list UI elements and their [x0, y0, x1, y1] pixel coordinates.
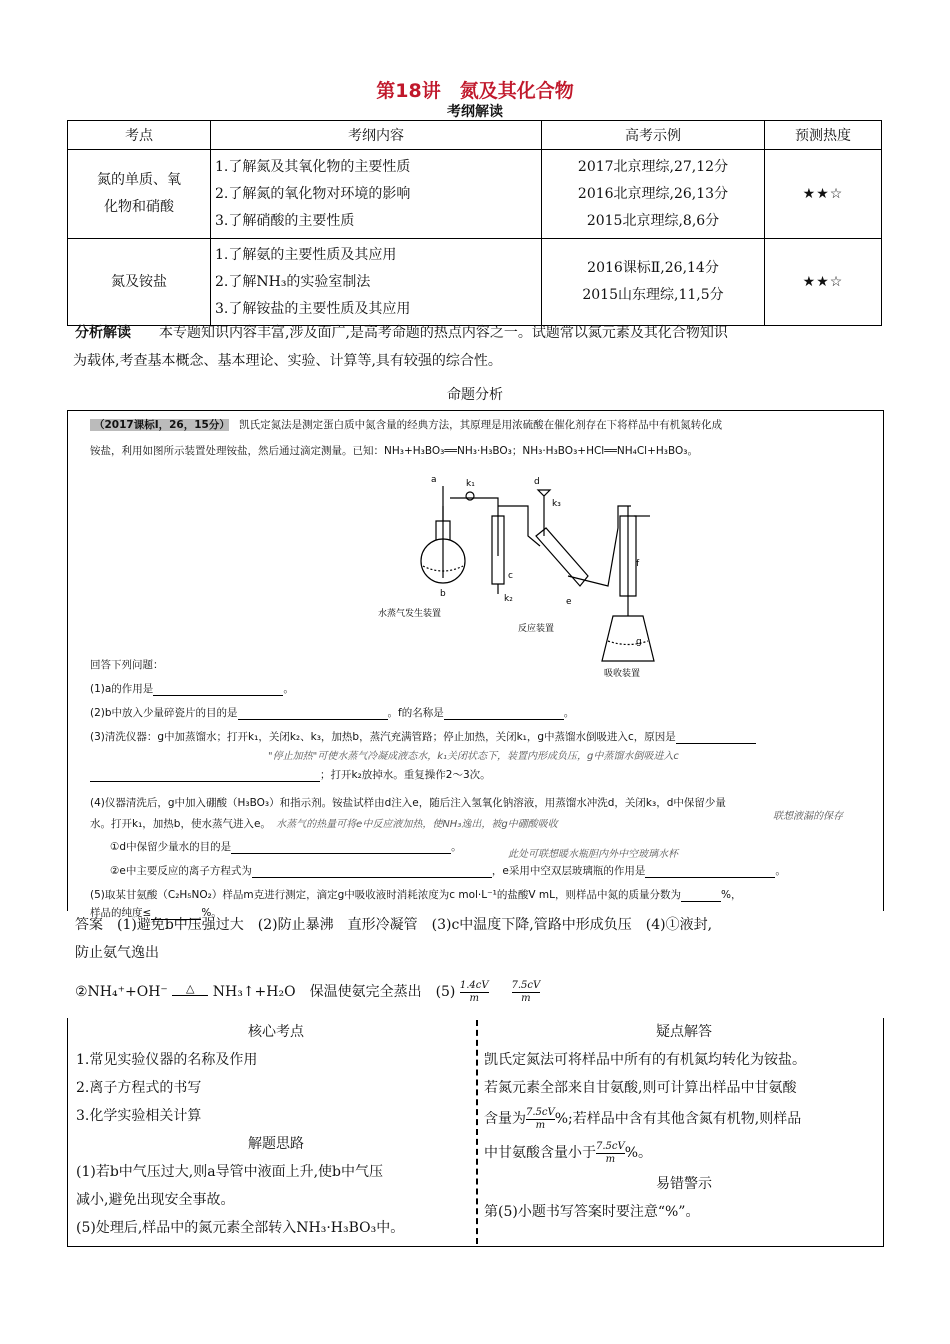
exam-example: 2017北京理综,27,12分	[577, 158, 729, 175]
col-header: 考纲内容	[211, 121, 542, 150]
fraction-num: 7.5cV	[511, 979, 541, 991]
label-k2: k₂	[504, 594, 513, 604]
syllabus-table	[67, 120, 882, 326]
summary-box	[67, 1018, 884, 1247]
left-column	[76, 1018, 476, 1242]
content-item: 2.了解氮的氧化物对环境的影响	[215, 185, 411, 202]
answer-blank	[231, 853, 451, 854]
label-a: a	[431, 475, 437, 485]
core-points-heading: 核心考点	[248, 1024, 304, 1040]
q2-text: 。f的名称是	[387, 707, 444, 719]
apparatus-diagram	[298, 466, 658, 679]
doubt-text: 若氮元素全部来自甘氨酸,则可计算出样品中甘氨酸	[484, 1080, 797, 1096]
heat-stars: ★★☆	[765, 239, 882, 326]
heat-arrow-icon: △	[172, 983, 208, 996]
fraction-den: m	[469, 992, 479, 1004]
answer-block	[75, 911, 875, 967]
label-b: b	[440, 589, 446, 599]
q3-text: (3)清洗仪器：g中加蒸馏水；打开k₁，关闭k₂、k₃，加热b，蒸汽充满管路；停止加热，关闭k₁，g中蒸馏水倒吸进入c，原因是	[90, 731, 676, 743]
percent-mark: %。	[201, 907, 222, 919]
topic-text: 化物和硝酸	[104, 199, 174, 215]
solution-text: (5)处理后,样品中的氮元素全部转入NH₃·H₃BO₃中。	[76, 1220, 405, 1236]
answer-blank	[90, 781, 320, 782]
fraction-num: 1.4cV	[459, 979, 489, 991]
core-point: 1.常见实验仪器的名称及作用	[76, 1052, 258, 1068]
warning-heading: 易错警示	[656, 1176, 712, 1192]
label-k1: k₁	[466, 479, 475, 489]
answer-line: 答案 (1)避免b中压强过大 (2)防止暴沸 直形冷凝管 (3)c中温度下降,管路中形成负压 (4)①液封,	[75, 917, 713, 933]
label-d: d	[534, 477, 540, 487]
label-e: e	[566, 597, 572, 607]
topic-text: 氮的单质、氧	[97, 172, 181, 188]
solution-text: 减小,避免出现安全事故。	[76, 1192, 235, 1208]
q4-text: 水。打开k₁，加热b，使水蒸气进入e。	[90, 818, 266, 830]
heat-stars: ★★☆	[765, 150, 882, 239]
exam-example: 2016北京理综,26,13分	[577, 185, 729, 202]
analysis-text: 为载体,考查基本概念、基本理论、实验、计算等,具有较强的综合性。	[73, 353, 502, 369]
core-point: 3.化学实验相关计算	[76, 1108, 202, 1124]
handwritten-note: 水蒸气的热量可将e中反应液加热，使NH₃逸出，被g中硼酸吸收	[276, 819, 558, 830]
col-header: 考点	[68, 121, 211, 150]
doubt-text: 凯氏定氮法可将样品中所有的有机氮均转化为铵盐。	[484, 1052, 806, 1068]
content-item: 1.了解氮及其氧化物的主要性质	[215, 158, 411, 175]
label-g: g	[636, 637, 642, 647]
question-intro: 铵盐，利用如图所示装置处理铵盐，然后通过滴定测量。已知：NH₃+H₃BO₃══NH₃·H₃BO₃；NH₃·H₃BO₃+HCl══NH₄Cl+H₃BO₃。	[90, 445, 698, 457]
handwritten-note: "停止加热"可使水蒸气冷凝成液态水，k₁关闭状态下，装置内形成负压，g中蒸馏水倒吸进入c	[268, 751, 679, 762]
equation-right: NH₃↑+H₂O 保温使氨完全蒸出 (5)	[212, 984, 456, 1000]
page-title: 第18讲 氮及其化合物	[376, 80, 574, 102]
q4-sub: ①d中保留少量水的目的是	[110, 841, 232, 853]
fraction-den: m	[535, 1119, 546, 1131]
doubt-text: %;若样品中含有其他含氮有机物,则样品	[554, 1111, 802, 1127]
label-k3: k₃	[552, 499, 561, 509]
right-column	[484, 1018, 884, 1226]
question-box: （2017课标Ⅰ，26，15分） 凯氏定氮法是测定蛋白质中氮含量的经典方法，其原理是用浓硫酸在催化剂存在下将样品中有机氮转化成 铵盐，利用如图所示装置处理铵盐，然后通过滴定测量。已知：NH₃+H₃BO₃══NH₃·H₃BO₃；NH₃·H₃BO₃+HCl══NH₄Cl+H₃BO₃。 a b c d e f g k₁ k₂ k₃ 水蒸气发生装置 反应装置 吸收装置 回答下列问题： (1)a的作用是 。 (2)b中放入少量碎瓷片的目的是 。f的名称是 。 (3)清洗仪器：g中加蒸馏水；打开k₁，关闭k₂、k₃，加热b，蒸汽充满管路；停止加热，关闭k₁，g中蒸馏水倒吸进入c，原因是 "停止加热"可使水蒸气冷凝成液态水，k₁关闭状态下，装置内形成负压，g中蒸馏水倒吸进入c ；打开k₂放掉水。重复操作2～3次。 (4)仪器清洗后，g中加入硼酸（H₃BO₃）和指示剂。铵盐试样由d注入e，随后注入氢氧化钠溶液，用蒸馏水冲洗d，关闭k₃，d中保留少量 水。打开k₁，加热b，使水蒸气进入e。 水蒸气的热量可将e中反应液加热，使NH₃逸出，被g中硼酸吸收 联想液漏的保存 ①d中保留少量水的目的是 。 此处可联想暖水瓶胆内外中空玻璃水杯 ②e中主要反应的离子方程式为 ，e采用中空双层玻璃瓶的作用是 。 (5)取某甘氨酸（C₂H₅NO₂）样品m克进行测定，滴定g中吸收液时消耗浓度为c mol·L⁻¹的盐酸V mL，则样品中氮的质量分数为 %， 样品的纯度≤ %。	[67, 410, 884, 911]
q5-text: 样品的纯度≤	[90, 907, 152, 919]
answer-blank	[444, 719, 564, 720]
exam-example: 2016课标Ⅱ,26,14分	[587, 260, 719, 276]
content-item: 3.了解硝酸的主要性质	[215, 212, 355, 229]
doubt-text: 含量为	[484, 1111, 526, 1127]
q4-sub: ，e采用中空双层玻璃瓶的作用是	[491, 865, 646, 877]
fraction-num: 7.5cV	[596, 1140, 625, 1152]
exam-example: 2015山东理综,11,5分	[582, 287, 724, 303]
question-intro: 凯氏定氮法是测定蛋白质中氮含量的经典方法，其原理是用浓硫酸在催化剂存在下将样品中有机氮转化成	[239, 419, 723, 431]
col-header: 高考示例	[542, 121, 765, 150]
answer-blank	[645, 877, 775, 878]
answer-line: 防止氨气逸出	[75, 945, 159, 961]
analysis-label: 分析解读	[75, 325, 131, 341]
answer-blank	[676, 743, 756, 744]
exam-example: 2015北京理综,8,6分	[586, 212, 720, 229]
q3-text: ；打开k₂放掉水。重复操作2～3次。	[320, 769, 491, 781]
equation-left: ②NH₄⁺+OH⁻	[75, 984, 168, 1000]
column-divider	[476, 1020, 478, 1244]
q2-text: (2)b中放入少量碎瓷片的目的是	[90, 707, 238, 719]
fraction-den: m	[605, 1153, 616, 1165]
label-c: c	[508, 571, 513, 581]
topic-text: 氮及铵盐	[111, 273, 167, 290]
handwritten-note: 联想液漏的保存	[773, 811, 843, 822]
analysis-text: 本专题知识内容丰富,涉及面广,是高考命题的热点内容之一。试题常以氮元素及其化合物知识	[159, 325, 728, 341]
question-source-tag: （2017课标Ⅰ，26，15分）	[90, 419, 229, 431]
content-item: 3.了解铵盐的主要性质及其应用	[215, 300, 411, 317]
question-ask: 回答下列问题：	[90, 659, 164, 671]
analysis-para	[75, 319, 875, 375]
answer-equation	[75, 978, 540, 1006]
col-header: 预测热度	[765, 121, 882, 150]
core-point: 2.离子方程式的书写	[76, 1080, 202, 1096]
syllabus-heading: 考纲解读	[447, 104, 503, 120]
doubt-text: %。	[624, 1145, 653, 1161]
table-row	[68, 150, 882, 239]
section-heading: 命题分析	[447, 387, 503, 403]
q5-text: (5)取某甘氨酸（C₂H₅NO₂）样品m克进行测定，滴定g中吸收液时消耗浓度为c mol·L⁻¹的盐酸V mL，则样品中氮的质量分数为	[90, 889, 681, 901]
content-item: 1.了解氨的主要性质及其应用	[215, 246, 397, 263]
percent-mark: %，	[720, 889, 742, 901]
label-absorb-device: 吸收装置	[604, 669, 641, 679]
q1-text: (1)a的作用是	[90, 683, 154, 695]
warning-text: 第(5)小题书写答案时要注意“%”。	[484, 1204, 700, 1220]
label-f: f	[636, 559, 640, 569]
fraction-den: m	[521, 992, 531, 1004]
q4-text: (4)仪器清洗后，g中加入硼酸（H₃BO₃）和指示剂。铵盐试样由d注入e，随后注入氢氧化钠溶液，用蒸馏水冲洗d，关闭k₃，d中保留少量	[90, 797, 726, 809]
label-reaction-device: 反应装置	[518, 624, 555, 634]
answer-blank	[238, 719, 388, 720]
answer-blank	[153, 695, 283, 696]
fraction-num: 7.5cV	[526, 1106, 555, 1118]
q4-sub: ②e中主要反应的离子方程式为	[110, 865, 252, 877]
content-item: 2.了解NH₃的实验室制法	[215, 273, 371, 290]
label-steam-device: 水蒸气发生装置	[378, 609, 442, 619]
answer-blank	[681, 901, 721, 902]
handwritten-note: 此处可联想暖水瓶胆内外中空玻璃水杯	[508, 849, 678, 860]
doubt-text: 中甘氨酸含量小于	[484, 1145, 596, 1161]
solution-text: (1)若b中气压过大,则a导管中液面上升,使b中气压	[76, 1164, 384, 1180]
answer-blank	[252, 877, 492, 878]
doubt-heading: 疑点解答	[656, 1024, 712, 1040]
table-row	[68, 239, 882, 326]
solution-heading: 解题思路	[248, 1136, 304, 1152]
